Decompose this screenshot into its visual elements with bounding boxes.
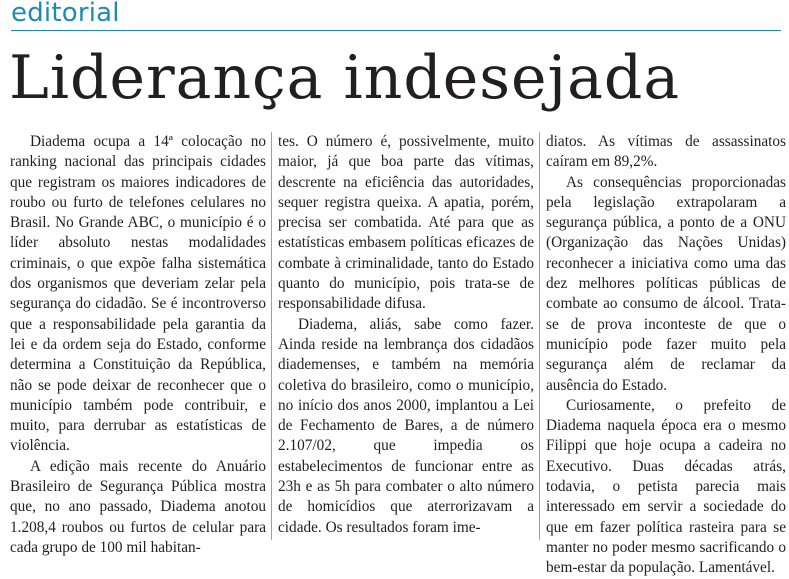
article-column-1: [10, 132, 266, 558]
paragraph: diatos. As vítimas de assassinatos caíram em 89,2%.: [546, 133, 786, 171]
column-divider: [539, 132, 540, 540]
column-divider: [271, 132, 272, 540]
headline: Liderança indesejada: [9, 43, 681, 113]
article-column-3: [546, 132, 786, 579]
paragraph: Diadema, aliás, sabe como fazer. Ainda reside na lembrança dos cidadãos diademenses, e também na memória coletiva do brasileiro, como o município, no início dos anos 2000, implantou a Lei de Fechamento de Bares, a de número 2.107/02, que impedia os estabelecimentos de funcionar entre as 23h e as 5h para combater o alto número de homicídios que aterrorizavam a cidade. Os resultados foram ime-: [278, 315, 534, 536]
paragraph: Curiosamente, o prefeito de Diadema naquela época era o mesmo Filippi que hoje ocupa a cadeira no Executivo. Duas décadas atrás, todavia, o petista parecia mais interessado em servir a sociedade do que em fazer política rasteira para se manter no poder mesmo sacrificando o bem-estar da população. Lamentável.: [546, 396, 786, 577]
header-rule: [11, 30, 781, 31]
article-body: [10, 132, 786, 577]
paragraph: A edição mais recente do Anuário Brasileiro de Segurança Pública mostra que, no ano passado, Diadema anotou 1.208,4 roubos ou furtos de celular para cada grupo de 100 mil habitan-: [10, 457, 266, 556]
section-label: editorial: [11, 0, 120, 28]
article-column-2: [278, 132, 534, 538]
paragraph: tes. O número é, possivelmente, muito maior, já que boa parte das vítimas, descrente na eficiência das autoridades, sequer registra queixa. A apatia, porém, precisa ser combatida. Até para que as estatísticas embasem políticas eficazes de combate à criminalidade, tanto do Estado quanto do município, pois trata-se de responsabilidade difusa.: [278, 133, 534, 313]
paragraph: Diadema ocupa a 14ª colocação no ranking nacional das principais cidades que registram os maiores indicadores de roubo ou furto de telefones celulares no Brasil. No Grande ABC, o município é o líder absoluto nestas modalidades criminais, o que expõe falha sistemática dos organismos que deveriam zelar pela segurança do cidadão. Se é incontroverso que a responsabilidade pela garantia da lei e da ordem seja do Estado, conforme determina a Constituição da República, não se pode deixar de reconhecer que o município também pode contribuir, e muito, para derrubar as estatísticas de violência.: [10, 133, 266, 455]
paragraph: As consequências proporcionadas pela legislação extrapolaram a segurança pública, a ponto de a ONU (Organização das Nações Unidas) reconhecer a iniciativa como uma das dez melhores políticas públicas de combate ao consumo de álcool. Trata-se de prova inconteste de que o município pode fazer muito pela segurança além de reclamar da ausência do Estado.: [546, 173, 786, 394]
